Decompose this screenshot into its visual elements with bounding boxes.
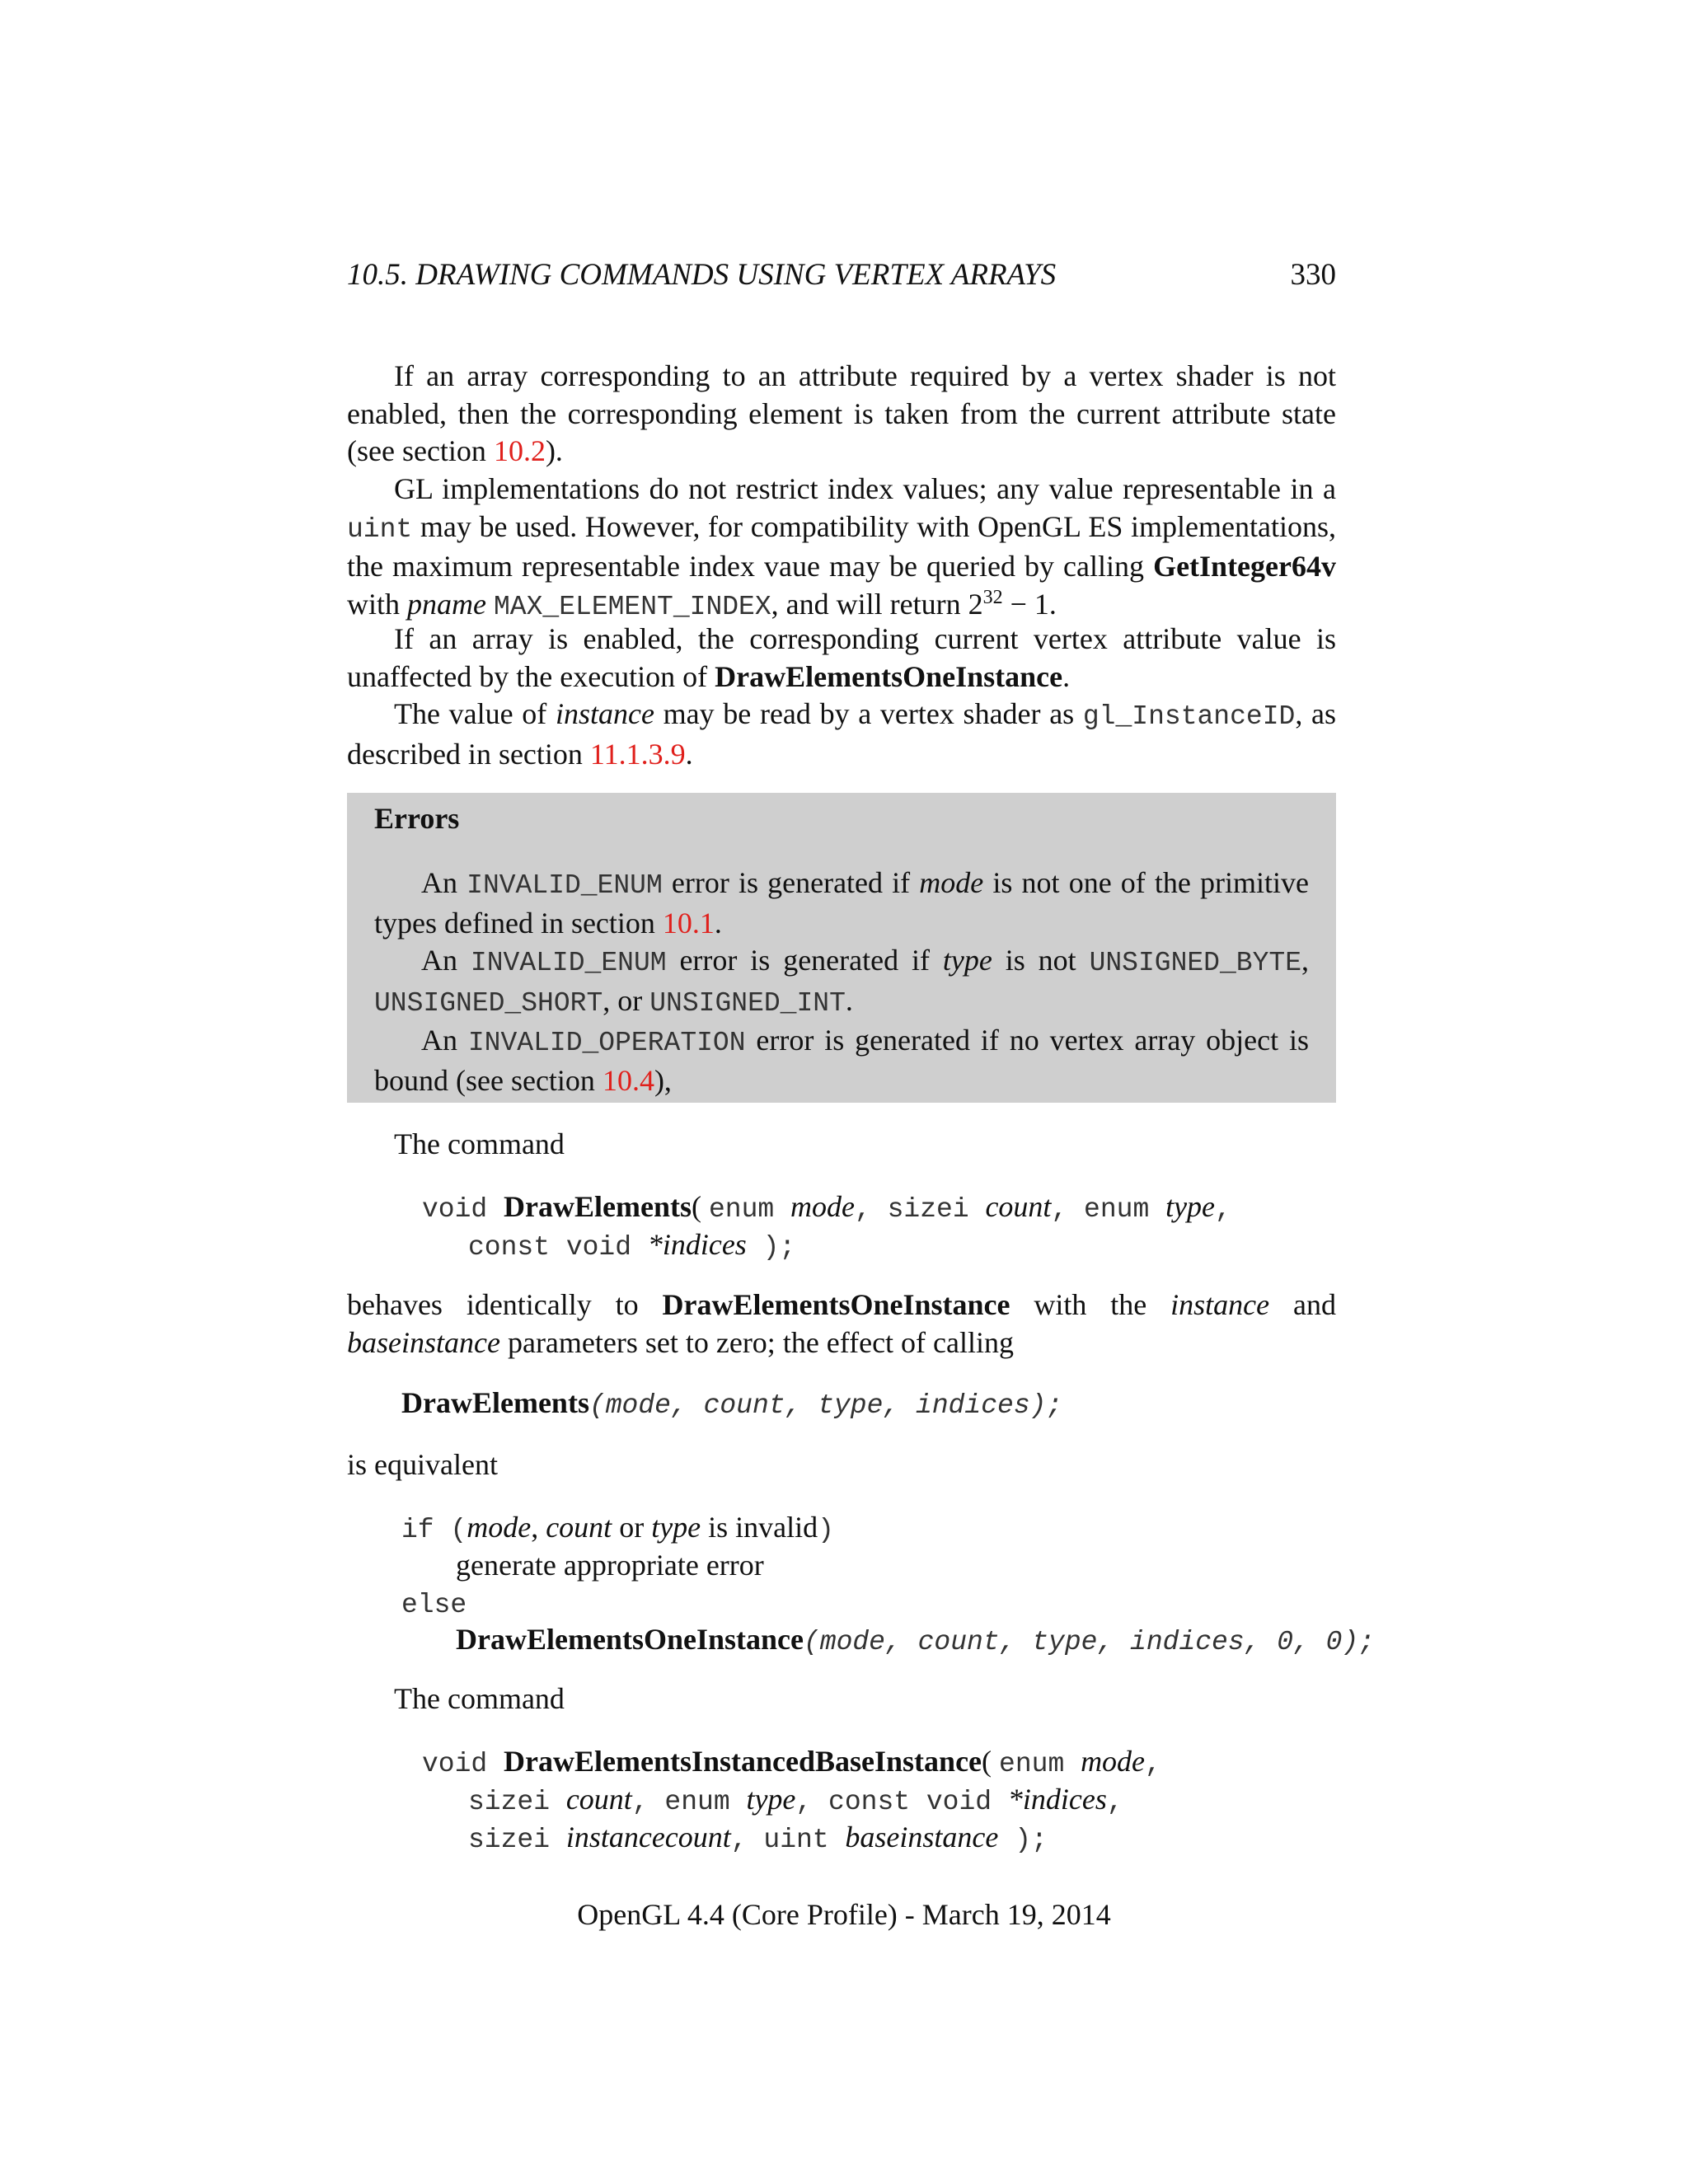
code-gl-instanceid: gl_InstanceID — [1082, 701, 1296, 732]
page-number: 330 — [1290, 258, 1336, 292]
prototype-drawelements-line1: void DrawElements( enum mode, sizei count, enum type, — [422, 1190, 1231, 1225]
code-if-line: if (mode, count or type is invalid) — [401, 1511, 834, 1545]
prototype-instanced-line3: sizei instancecount, uint baseinstance ); — [468, 1821, 1048, 1855]
link-section-10-2[interactable]: 10.2 — [493, 434, 546, 468]
code-max-element-index: MAX_ELEMENT_INDEX — [494, 591, 771, 622]
errors-title: Errors — [374, 802, 460, 835]
prototype-drawelements-line2: const void *indices ); — [468, 1228, 796, 1263]
code-uint: uint — [347, 513, 413, 545]
error-invalid-operation: An INVALID_OPERATION error is generated if no vertex array object is bound (see section 10.4), — [374, 1024, 1310, 1097]
paragraph-index-values: GL implementations do not restrict index values; any value representable in a uint may be used. However, for compatibility with OpenGL ES implementations, the maximum representable index vaue may be queried by calling GetInteger64v with pname MAX_ELEMENT_INDEX, and will return $2^{32} - 1$. — [347, 472, 1336, 622]
section-title: 10.5. DRAWING COMMANDS USING VERTEX ARRAYS — [347, 258, 1057, 292]
command-intro-1: The command — [394, 1127, 565, 1160]
call-drawelements: DrawElements(mode, count, type, indices); — [401, 1386, 1063, 1421]
prototype-instanced-line1: void DrawElementsInstancedBaseInstance( enum mode, — [422, 1745, 1161, 1779]
paragraph-array-not-enabled: If an array corresponding to an attribute required by a vertex shader is not enabled, then the corresponding element is taken from the current attribute state (see section 10.2). — [347, 359, 1336, 468]
prototype-instanced-line2: sizei count, enum type, const void *indices, — [468, 1783, 1123, 1817]
link-section-10-4[interactable]: 10.4 — [602, 1063, 654, 1097]
paragraph-array-enabled: If an array is enabled, the corresponding current vertex attribute value is unaffected by the execution of DrawElementsOneInstance. — [347, 622, 1336, 693]
text-is-equivalent: is equivalent — [347, 1448, 498, 1481]
function-getinteger64v: GetInteger64v — [1153, 550, 1336, 583]
error-invalid-mode: An INVALID_ENUM error is generated if mode is not one of the primitive types defined in section 10.1. — [374, 866, 1310, 940]
paragraph-behaves-identically: behaves identically to DrawElementsOneInstance with the instance and baseinstance parameters set to zero; the effect of calling — [347, 1288, 1337, 1359]
running-header — [347, 257, 1336, 293]
code-generate-error: generate appropriate error — [456, 1549, 764, 1582]
errors-box — [347, 793, 1336, 1103]
error-invalid-type: An INVALID_ENUM error is generated if type is not UNSIGNED_BYTE, UNSIGNED_SHORT, or UNSIGNED_INT. — [374, 944, 1310, 1019]
link-section-11-1-3-9[interactable]: 11.1.3.9 — [589, 737, 686, 771]
paragraph-instance-value: The value of instance may be read by a vertex shader as gl_InstanceID, as described in section 11.1.3.9. — [347, 697, 1336, 771]
code-else: else — [401, 1590, 467, 1620]
errors-body — [374, 865, 1309, 1100]
call-drawelementsoneinstance: DrawElementsOneInstance(mode, count, type, indices, 0, 0); — [456, 1623, 1376, 1657]
link-section-10-1[interactable]: 10.1 — [662, 906, 715, 940]
command-intro-2: The command — [394, 1682, 565, 1715]
page-footer: OpenGL 4.4 (Core Profile) - March 19, 2014 — [577, 1898, 1111, 1931]
